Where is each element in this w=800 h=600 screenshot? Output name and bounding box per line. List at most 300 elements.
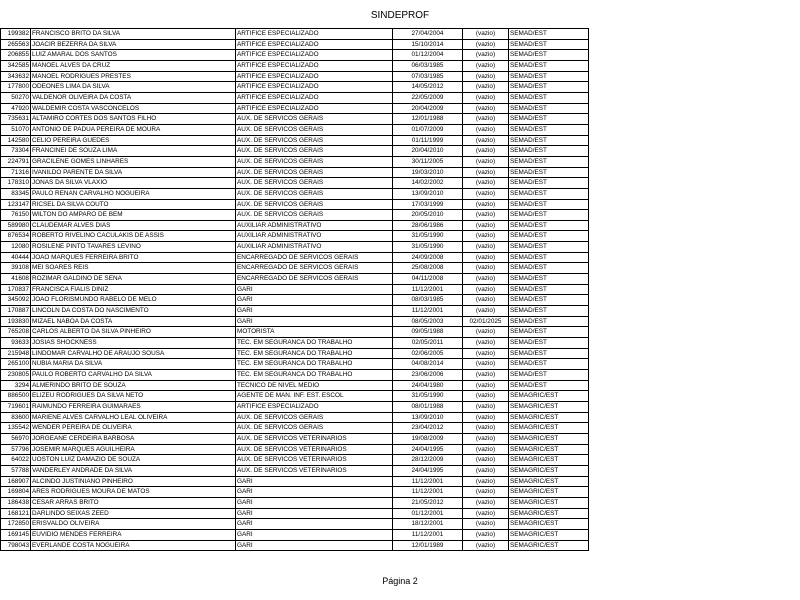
table-row <box>1 412 589 423</box>
admission-date-cell: 13/09/2010 <box>393 188 463 199</box>
exit-date-cell: (vazio) <box>463 60 509 71</box>
admission-date-cell: 11/12/2001 <box>393 284 463 295</box>
admission-date-cell: 04/11/2008 <box>393 274 463 285</box>
employee-role-cell: ARTIFICE ESPECIALIZADO <box>236 60 393 71</box>
employee-name-cell: DARLINDO SEIXAS ZEED <box>31 508 236 519</box>
table-row <box>1 497 589 508</box>
employee-name-cell: CESAR ARRAS BRITO <box>31 497 236 508</box>
employee-name-cell: GRACILENE GOMES LINHARES <box>31 156 236 167</box>
department-cell: SEMAGRIC/EST <box>509 444 589 455</box>
table-row <box>1 135 589 146</box>
table-row <box>1 508 589 519</box>
admission-date-cell: 20/04/2010 <box>393 146 463 157</box>
employee-id-cell: 199382 <box>1 29 31 40</box>
employee-name-cell: FRANCINEI DE SOUZA LIMA <box>31 146 236 157</box>
department-cell: SEMAGRIC/EST <box>509 519 589 530</box>
department-cell: SEMAD/EST <box>509 199 589 210</box>
employee-name-cell: CLAUDEMAR ALVES DIAS <box>31 220 236 231</box>
employee-name-cell: VANDERLEY ANDRADE DA SILVA <box>31 465 236 476</box>
table-row <box>1 156 589 167</box>
employee-name-cell: IVANILDO PARENTE DA SILVA <box>31 167 236 178</box>
employee-table-body <box>1 29 589 551</box>
exit-date-cell: (vazio) <box>463 114 509 125</box>
department-cell: SEMAD/EST <box>509 103 589 114</box>
admission-date-cell: 08/01/1988 <box>393 401 463 412</box>
employee-name-cell: JOSIAS SHOCKNESS <box>31 338 236 349</box>
employee-name-cell: JOAO MARQUES FERREIRA BRITO <box>31 252 236 263</box>
department-cell: SEMAD/EST <box>509 348 589 359</box>
employee-name-cell: MANOEL RODRIGUES PRESTES <box>31 71 236 82</box>
table-row <box>1 50 589 61</box>
exit-date-cell: (vazio) <box>463 39 509 50</box>
employee-role-cell: GARI <box>236 519 393 530</box>
exit-date-cell: (vazio) <box>463 178 509 189</box>
employee-id-cell: 76150 <box>1 210 31 221</box>
admission-date-cell: 28/12/2009 <box>393 455 463 466</box>
table-row <box>1 220 589 231</box>
employee-id-cell: 224791 <box>1 156 31 167</box>
employee-id-cell: 39108 <box>1 263 31 274</box>
admission-date-cell: 08/03/1985 <box>393 295 463 306</box>
employee-role-cell: AUX. DE SERVICOS GERAIS <box>236 114 393 125</box>
employee-name-cell: EVERLANDE COSTA NOGUEIRA <box>31 540 236 551</box>
admission-date-cell: 27/04/2004 <box>393 29 463 40</box>
employee-name-cell: FRANCISCA FIALIS DINIZ <box>31 284 236 295</box>
table-row <box>1 529 589 540</box>
employee-name-cell: ROBERTO RIVELINO CACULAKIS DE ASSIS <box>31 231 236 242</box>
admission-date-cell: 28/06/1986 <box>393 220 463 231</box>
exit-date-cell: (vazio) <box>463 497 509 508</box>
exit-date-cell: (vazio) <box>463 412 509 423</box>
employee-name-cell: ELIZEU RODRIGUES DA SILVA NETO <box>31 391 236 402</box>
exit-date-cell: (vazio) <box>463 71 509 82</box>
exit-date-cell: (vazio) <box>463 476 509 487</box>
employee-role-cell: GARI <box>236 508 393 519</box>
table-row <box>1 39 589 50</box>
employee-role-cell: AUXILIAR ADMINISTRATIVO <box>236 242 393 253</box>
employee-id-cell: 168907 <box>1 476 31 487</box>
exit-date-cell: (vazio) <box>463 338 509 349</box>
employee-id-cell: 142580 <box>1 135 31 146</box>
employee-id-cell: 178310 <box>1 178 31 189</box>
employee-id-cell: 206855 <box>1 50 31 61</box>
department-cell: SEMAD/EST <box>509 114 589 125</box>
table-row <box>1 316 589 327</box>
employee-name-cell: MEI SOARES REIS <box>31 263 236 274</box>
table-row <box>1 284 589 295</box>
department-cell: SEMAD/EST <box>509 92 589 103</box>
table-row <box>1 487 589 498</box>
employee-id-cell: 168121 <box>1 508 31 519</box>
department-cell: SEMAGRIC/EST <box>509 476 589 487</box>
table-row <box>1 455 589 466</box>
table-row <box>1 519 589 530</box>
employee-role-cell: AUX. DE SERVICOS GERAIS <box>236 167 393 178</box>
exit-date-cell: (vazio) <box>463 433 509 444</box>
table-row <box>1 348 589 359</box>
employee-name-cell: WENDER PEREIRA DE OLIVEIRA <box>31 423 236 434</box>
employee-name-cell: RAIMUNDO FERREIRA GUIMARAES <box>31 401 236 412</box>
exit-date-cell: (vazio) <box>463 156 509 167</box>
exit-date-cell: (vazio) <box>463 92 509 103</box>
employee-name-cell: LINCOLN DA COSTA DO NASCIMENTO <box>31 306 236 317</box>
admission-date-cell: 01/11/1999 <box>393 135 463 146</box>
employee-name-cell: JONAS DA SILVA VLAXIO <box>31 178 236 189</box>
table-row <box>1 476 589 487</box>
document-title: SINDEPROF <box>370 10 430 21</box>
admission-date-cell: 24/04/1980 <box>393 380 463 391</box>
table-row <box>1 199 589 210</box>
department-cell: SEMAD/EST <box>509 156 589 167</box>
admission-date-cell: 06/03/1985 <box>393 60 463 71</box>
department-cell: SEMAD/EST <box>509 359 589 370</box>
table-row <box>1 210 589 221</box>
table-row <box>1 167 589 178</box>
exit-date-cell: (vazio) <box>463 391 509 402</box>
employee-role-cell: AUX. DE SERVICOS GERAIS <box>236 423 393 434</box>
exit-date-cell: (vazio) <box>463 29 509 40</box>
employee-id-cell: 170837 <box>1 284 31 295</box>
admission-date-cell: 22/05/2009 <box>393 92 463 103</box>
department-cell: SEMAD/EST <box>509 295 589 306</box>
exit-date-cell: (vazio) <box>463 188 509 199</box>
table-row <box>1 124 589 135</box>
department-cell: SEMAGRIC/EST <box>509 433 589 444</box>
table-row <box>1 391 589 402</box>
exit-date-cell: (vazio) <box>463 327 509 338</box>
employee-id-cell: 230805 <box>1 370 31 381</box>
employee-id-cell: 3294 <box>1 380 31 391</box>
exit-date-cell: 02/01/2025 <box>463 316 509 327</box>
department-cell: SEMAD/EST <box>509 50 589 61</box>
employee-name-cell: ALTAMIRO CORTES DOS SANTOS FILHO <box>31 114 236 125</box>
employee-id-cell: 135542 <box>1 423 31 434</box>
exit-date-cell: (vazio) <box>463 370 509 381</box>
employee-role-cell: AUX. DE SERVICOS GERAIS <box>236 178 393 189</box>
admission-date-cell: 23/04/2012 <box>393 423 463 434</box>
exit-date-cell: (vazio) <box>463 103 509 114</box>
department-cell: SEMAD/EST <box>509 338 589 349</box>
table-row <box>1 423 589 434</box>
admission-date-cell: 11/12/2001 <box>393 306 463 317</box>
employee-id-cell: 765208 <box>1 327 31 338</box>
employee-id-cell: 12080 <box>1 242 31 253</box>
department-cell: SEMAD/EST <box>509 82 589 93</box>
employee-role-cell: ARTIFICE ESPECIALIZADO <box>236 39 393 50</box>
admission-date-cell: 20/04/2009 <box>393 103 463 114</box>
employee-name-cell: NUBIA MARIA DA SILVA <box>31 359 236 370</box>
employee-role-cell: ENCARREGADO DE SERVICOS GERAIS <box>236 274 393 285</box>
admission-date-cell: 21/05/2012 <box>393 497 463 508</box>
employee-name-cell: JORGEANE CERDEIRA BARBOSA <box>31 433 236 444</box>
admission-date-cell: 17/03/1999 <box>393 199 463 210</box>
employee-name-cell: WALDEMIR COSTA VASCONCELOS <box>31 103 236 114</box>
exit-date-cell: (vazio) <box>463 306 509 317</box>
employee-role-cell: GARI <box>236 529 393 540</box>
table-row <box>1 433 589 444</box>
exit-date-cell: (vazio) <box>463 401 509 412</box>
employee-id-cell: 172850 <box>1 519 31 530</box>
table-row <box>1 295 589 306</box>
admission-date-cell: 13/09/2010 <box>393 412 463 423</box>
employee-role-cell: ARTIFICE ESPECIALIZADO <box>236 71 393 82</box>
department-cell: SEMAD/EST <box>509 60 589 71</box>
exit-date-cell: (vazio) <box>463 423 509 434</box>
department-cell: SEMAD/EST <box>509 370 589 381</box>
employee-role-cell: AGENTE DE MAN. INF. EST. ESCOL <box>236 391 393 402</box>
employee-role-cell: TEC. EM SEGURANCA DO TRABALHO <box>236 348 393 359</box>
employee-role-cell: AUX. DE SERVICOS VETERINARIOS <box>236 433 393 444</box>
exit-date-cell: (vazio) <box>463 540 509 551</box>
table-row <box>1 444 589 455</box>
employee-id-cell: 170887 <box>1 306 31 317</box>
department-cell: SEMAD/EST <box>509 39 589 50</box>
admission-date-cell: 11/12/2001 <box>393 487 463 498</box>
employee-role-cell: TEC. EM SEGURANCA DO TRABALHO <box>236 359 393 370</box>
table-row <box>1 188 589 199</box>
table-row <box>1 114 589 125</box>
employee-id-cell: 41608 <box>1 274 31 285</box>
employee-id-cell: 343632 <box>1 71 31 82</box>
admission-date-cell: 15/10/2014 <box>393 39 463 50</box>
table-row <box>1 274 589 285</box>
employee-role-cell: ARTIFICE ESPECIALIZADO <box>236 29 393 40</box>
department-cell: SEMAGRIC/EST <box>509 508 589 519</box>
admission-date-cell: 31/05/1990 <box>393 231 463 242</box>
employee-id-cell: 50270 <box>1 92 31 103</box>
employee-id-cell: 73304 <box>1 146 31 157</box>
employee-role-cell: GARI <box>236 284 393 295</box>
employee-name-cell: UOSTON LUIZ DAMAZIO DE SOUZA <box>31 455 236 466</box>
admission-date-cell: 20/05/2010 <box>393 210 463 221</box>
employee-id-cell: 40444 <box>1 252 31 263</box>
employee-role-cell: AUXILIAR ADMINISTRATIVO <box>236 220 393 231</box>
department-cell: SEMAD/EST <box>509 263 589 274</box>
employee-name-cell: ROSILENE PINTO TAVARES LEVINO <box>31 242 236 253</box>
employee-name-cell: ERISVALDO OLIVEIRA <box>31 519 236 530</box>
department-cell: SEMAGRIC/EST <box>509 465 589 476</box>
table-row <box>1 29 589 40</box>
department-cell: SEMAGRIC/EST <box>509 529 589 540</box>
employee-id-cell: 265100 <box>1 359 31 370</box>
employee-name-cell: PAULO RENAN CARVALHO NOGUEIRA <box>31 188 236 199</box>
admission-date-cell: 11/12/2001 <box>393 476 463 487</box>
employee-name-cell: JOSEMIR MARQUES AGUILHEIRA <box>31 444 236 455</box>
employee-id-cell: 798043 <box>1 540 31 551</box>
employee-id-cell: 71316 <box>1 167 31 178</box>
admission-date-cell: 11/12/2001 <box>393 529 463 540</box>
exit-date-cell: (vazio) <box>463 220 509 231</box>
employee-role-cell: AUX. DE SERVICOS GERAIS <box>236 412 393 423</box>
table-row <box>1 263 589 274</box>
employee-id-cell: 51070 <box>1 124 31 135</box>
employee-id-cell: 342585 <box>1 60 31 71</box>
employee-id-cell: 589980 <box>1 220 31 231</box>
admission-date-cell: 30/11/2005 <box>393 156 463 167</box>
department-cell: SEMAGRIC/EST <box>509 391 589 402</box>
admission-date-cell: 01/12/2004 <box>393 50 463 61</box>
exit-date-cell: (vazio) <box>463 263 509 274</box>
admission-date-cell: 19/03/2010 <box>393 167 463 178</box>
employee-role-cell: TECNICO DE NIVEL MEDIO <box>236 380 393 391</box>
exit-date-cell: (vazio) <box>463 465 509 476</box>
table-row <box>1 370 589 381</box>
table-row <box>1 252 589 263</box>
employee-role-cell: ENCARREGADO DE SERVICOS GERAIS <box>236 263 393 274</box>
department-cell: SEMAGRIC/EST <box>509 412 589 423</box>
exit-date-cell: (vazio) <box>463 50 509 61</box>
employee-name-cell: PAULO ROBERTO CARVALHO DA SILVA <box>31 370 236 381</box>
employee-role-cell: AUX. DE SERVICOS GERAIS <box>236 156 393 167</box>
exit-date-cell: (vazio) <box>463 199 509 210</box>
employee-role-cell: AUX. DE SERVICOS GERAIS <box>236 199 393 210</box>
department-cell: SEMAD/EST <box>509 210 589 221</box>
employee-name-cell: ANTONIO DE PADUA PEREIRA DE MOURA <box>31 124 236 135</box>
exit-date-cell: (vazio) <box>463 252 509 263</box>
employee-name-cell: WILTON DO AMPARO DE BEM <box>31 210 236 221</box>
employee-id-cell: 83345 <box>1 188 31 199</box>
employee-role-cell: ARTIFICE ESPECIALIZADO <box>236 92 393 103</box>
admission-date-cell: 25/08/2008 <box>393 263 463 274</box>
employee-name-cell: MARIENE ALVES CARVALHO LEAL OLIVEIRA <box>31 412 236 423</box>
admission-date-cell: 31/05/1990 <box>393 242 463 253</box>
admission-date-cell: 14/02/2002 <box>393 178 463 189</box>
employee-role-cell: AUXILIAR ADMINISTRATIVO <box>236 231 393 242</box>
admission-date-cell: 18/12/2001 <box>393 519 463 530</box>
exit-date-cell: (vazio) <box>463 487 509 498</box>
employee-id-cell: 345092 <box>1 295 31 306</box>
department-cell: SEMAGRIC/EST <box>509 455 589 466</box>
table-row <box>1 338 589 349</box>
exit-date-cell: (vazio) <box>463 380 509 391</box>
admission-date-cell: 04/08/2014 <box>393 359 463 370</box>
table-row <box>1 103 589 114</box>
table-row <box>1 306 589 317</box>
department-cell: SEMAD/EST <box>509 146 589 157</box>
admission-date-cell: 01/07/2009 <box>393 124 463 135</box>
admission-date-cell: 12/01/1988 <box>393 114 463 125</box>
employee-id-cell: 876534 <box>1 231 31 242</box>
employee-name-cell: CELIO PEREIRA GUEDES <box>31 135 236 146</box>
department-cell: SEMAGRIC/EST <box>509 487 589 498</box>
employee-id-cell: 123147 <box>1 199 31 210</box>
table-row <box>1 465 589 476</box>
table-row <box>1 327 589 338</box>
department-cell: SEMAD/EST <box>509 124 589 135</box>
exit-date-cell: (vazio) <box>463 135 509 146</box>
employee-name-cell: ARES RODRIGUES MOURA DE MATOS <box>31 487 236 498</box>
exit-date-cell: (vazio) <box>463 82 509 93</box>
employee-role-cell: AUX. DE SERVICOS GERAIS <box>236 210 393 221</box>
employee-id-cell: 719601 <box>1 401 31 412</box>
employee-role-cell: MOTORISTA <box>236 327 393 338</box>
employee-name-cell: MIZAEL NABOA DA COSTA <box>31 316 236 327</box>
employee-role-cell: AUX. DE SERVICOS GERAIS <box>236 188 393 199</box>
exit-date-cell: (vazio) <box>463 231 509 242</box>
employee-id-cell: 57788 <box>1 465 31 476</box>
department-cell: SEMAGRIC/EST <box>509 423 589 434</box>
employee-id-cell: 57796 <box>1 444 31 455</box>
exit-date-cell: (vazio) <box>463 359 509 370</box>
admission-date-cell: 24/09/2008 <box>393 252 463 263</box>
admission-date-cell: 12/01/1989 <box>393 540 463 551</box>
employee-role-cell: AUX. DE SERVICOS GERAIS <box>236 146 393 157</box>
admission-date-cell: 09/05/1988 <box>393 327 463 338</box>
table-row <box>1 359 589 370</box>
table-row <box>1 71 589 82</box>
department-cell: SEMAD/EST <box>509 284 589 295</box>
employee-role-cell: ENCARREGADO DE SERVICOS GERAIS <box>236 252 393 263</box>
exit-date-cell: (vazio) <box>463 295 509 306</box>
employee-id-cell: 56970 <box>1 433 31 444</box>
admission-date-cell: 07/03/1985 <box>393 71 463 82</box>
employee-role-cell: ARTIFICE ESPECIALIZADO <box>236 103 393 114</box>
table-row <box>1 178 589 189</box>
employee-name-cell: FRANCISCO BRITO DA SILVA <box>31 29 236 40</box>
employee-role-cell: ARTIFICE ESPECIALIZADO <box>236 50 393 61</box>
employee-role-cell: ARTIFICE ESPECIALIZADO <box>236 82 393 93</box>
admission-date-cell: 19/08/2009 <box>393 433 463 444</box>
admission-date-cell: 24/04/1995 <box>393 444 463 455</box>
employee-role-cell: AUX. DE SERVICOS VETERINARIOS <box>236 444 393 455</box>
employee-name-cell: JOAO FLORISMUNDO RABELO DE MELO <box>31 295 236 306</box>
employee-role-cell: GARI <box>236 295 393 306</box>
exit-date-cell: (vazio) <box>463 146 509 157</box>
employee-name-cell: CARLOS ALBERTO DA SILVA PINHEIRO <box>31 327 236 338</box>
employee-name-cell: ODEONES LIMA DA SILVA <box>31 82 236 93</box>
table-row <box>1 540 589 551</box>
employee-name-cell: EUVIDIO MENDES FERREIRA <box>31 529 236 540</box>
employee-id-cell: 215948 <box>1 348 31 359</box>
department-cell: SEMAD/EST <box>509 306 589 317</box>
department-cell: SEMAD/EST <box>509 71 589 82</box>
employee-role-cell: AUX. DE SERVICOS VETERINARIOS <box>236 455 393 466</box>
employee-role-cell: GARI <box>236 487 393 498</box>
employee-name-cell: VALDENOR OLIVEIRA DA COSTA <box>31 92 236 103</box>
employee-id-cell: 93633 <box>1 338 31 349</box>
admission-date-cell: 02/06/2005 <box>393 348 463 359</box>
exit-date-cell: (vazio) <box>463 274 509 285</box>
table-row <box>1 82 589 93</box>
employee-id-cell: 735631 <box>1 114 31 125</box>
department-cell: SEMAD/EST <box>509 252 589 263</box>
employee-role-cell: GARI <box>236 497 393 508</box>
table-row <box>1 231 589 242</box>
admission-date-cell: 23/06/2006 <box>393 370 463 381</box>
table-row <box>1 92 589 103</box>
employee-role-cell: GARI <box>236 476 393 487</box>
employee-name-cell: LUIZ AMARAL DOS SANTOS <box>31 50 236 61</box>
employee-role-cell: GARI <box>236 316 393 327</box>
employee-table <box>0 28 589 551</box>
department-cell: SEMAD/EST <box>509 135 589 146</box>
employee-id-cell: 886500 <box>1 391 31 402</box>
department-cell: SEMAD/EST <box>509 220 589 231</box>
department-cell: SEMAD/EST <box>509 316 589 327</box>
employee-role-cell: ARTIFICE ESPECIALIZADO <box>236 401 393 412</box>
exit-date-cell: (vazio) <box>463 284 509 295</box>
table-row <box>1 242 589 253</box>
department-cell: SEMAD/EST <box>509 274 589 285</box>
employee-role-cell: GARI <box>236 306 393 317</box>
exit-date-cell: (vazio) <box>463 508 509 519</box>
department-cell: SEMAD/EST <box>509 380 589 391</box>
employee-role-cell: AUX. DE SERVICOS VETERINARIOS <box>236 465 393 476</box>
employee-name-cell: ALCINDO JUSTINIANO PINHEIRO <box>31 476 236 487</box>
exit-date-cell: (vazio) <box>463 529 509 540</box>
department-cell: SEMAD/EST <box>509 178 589 189</box>
employee-name-cell: ALMERINDO BRITO DE SOUZA <box>31 380 236 391</box>
